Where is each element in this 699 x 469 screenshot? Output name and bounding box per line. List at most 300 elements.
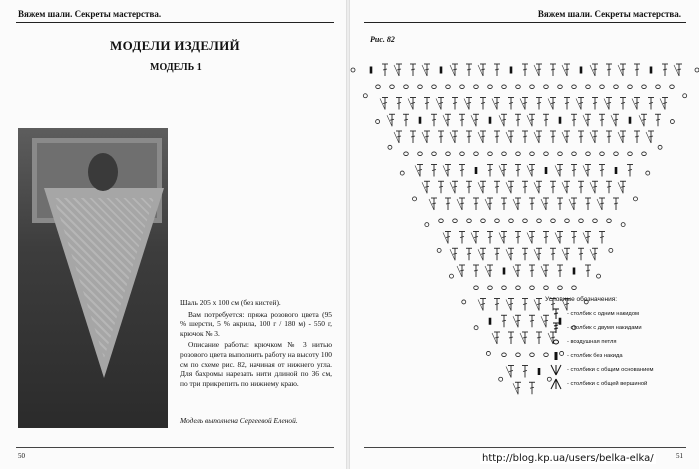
legend-label: - столбики с общим основанием	[567, 367, 654, 373]
chain-stitch-mark	[614, 85, 619, 89]
stitch-wrap-mark	[383, 69, 387, 70]
stitch-wrap-mark	[460, 170, 464, 171]
stitch-wrap-mark	[509, 253, 513, 254]
fan-stitch-mark	[499, 115, 504, 126]
legend-item	[545, 335, 695, 349]
edge-chain-mark	[413, 197, 417, 201]
stitch-wrap-mark	[502, 237, 506, 238]
single-crochet-mark	[370, 67, 373, 74]
single-crochet-mark	[580, 67, 583, 74]
chain-stitch-mark	[642, 152, 647, 156]
fan-stitch-mark	[583, 233, 588, 244]
stitch-wrap-mark	[544, 119, 548, 120]
fan-stitch-mark	[590, 132, 595, 143]
edge-chain-mark	[425, 223, 429, 227]
stitch-wrap-mark	[572, 170, 576, 171]
stitch-wrap-mark	[600, 203, 604, 204]
stitch-wrap-mark	[425, 69, 429, 70]
stitch-wrap-mark	[481, 136, 485, 137]
model-title: МОДЕЛЬ 1	[150, 62, 202, 73]
footer-rule	[16, 447, 334, 448]
stitch-wrap-mark	[558, 270, 562, 271]
stitch-wrap-mark	[621, 186, 625, 187]
treble-crochet-symbol-icon	[545, 322, 567, 334]
stitch-wrap-mark	[586, 237, 590, 238]
fan-stitch-mark	[506, 249, 511, 260]
stitch-wrap-mark	[488, 270, 492, 271]
chain-stitch-mark	[572, 286, 577, 290]
fan-stitch-mark	[471, 233, 476, 244]
stitch-wrap-mark	[516, 170, 520, 171]
stitch-wrap-mark	[537, 337, 541, 338]
edge-chain-mark	[658, 145, 662, 149]
chain-stitch-mark	[516, 286, 521, 290]
fan-stitch-mark	[562, 249, 567, 260]
stitch-wrap-mark	[565, 103, 569, 104]
stitch-wrap-mark	[509, 186, 513, 187]
single-crochet-mark	[440, 67, 443, 74]
fan-stitch-mark	[527, 115, 532, 126]
stitch-wrap-mark	[509, 304, 513, 305]
edge-chain-mark	[499, 377, 503, 381]
stitch-wrap-mark	[432, 170, 436, 171]
chain-stitch-mark	[530, 286, 535, 290]
chain-stitch-mark	[432, 152, 437, 156]
stitch-wrap-mark	[432, 119, 436, 120]
stitch-wrap-mark	[586, 170, 590, 171]
stitch-wrap-mark	[397, 69, 401, 70]
chain-stitch-mark	[481, 219, 486, 223]
fan-stitch-mark	[478, 65, 483, 76]
description	[180, 298, 332, 390]
page-number: 51	[676, 452, 683, 460]
chain-stitch-mark	[509, 219, 514, 223]
stitch-wrap-mark	[467, 186, 471, 187]
fan-stitch-mark	[562, 132, 567, 143]
stitch-wrap-mark	[467, 69, 471, 70]
fan-stitch-mark	[450, 132, 455, 143]
stitch-wrap-mark	[551, 103, 555, 104]
stitch-wrap-mark	[446, 237, 450, 238]
chain-stitch-mark	[418, 152, 423, 156]
chain-stitch-mark	[467, 219, 472, 223]
stitch-wrap-mark	[677, 69, 681, 70]
stitch-wrap-mark	[551, 186, 555, 187]
fan-stitch-mark	[506, 182, 511, 193]
chain-stitch-mark	[376, 85, 381, 89]
edge-chain-mark	[609, 248, 613, 252]
fan-stitch-mark	[562, 182, 567, 193]
stitch-wrap-mark	[649, 103, 653, 104]
fan-stitch-mark	[436, 99, 441, 110]
single-crochet-mark	[489, 318, 492, 325]
stitch-wrap-mark	[579, 186, 583, 187]
stitch-wrap-mark	[516, 203, 520, 204]
fan-stitch-mark	[380, 99, 385, 110]
stitch-wrap-mark	[565, 186, 569, 187]
running-header: Вяжем шали. Секреты мастерства.	[18, 9, 162, 19]
fan-stitch-mark	[562, 65, 567, 76]
chain-stitch-mark	[439, 219, 444, 223]
stitch-wrap-mark	[488, 237, 492, 238]
figure-label: Рис. 82	[370, 35, 395, 44]
stitch-wrap-mark	[523, 69, 527, 70]
stitch-wrap-mark	[544, 203, 548, 204]
stitch-wrap-mark	[502, 203, 506, 204]
stitch-wrap-mark	[607, 186, 611, 187]
chain-stitch-mark	[474, 85, 479, 89]
fan-stitch-mark	[457, 199, 462, 210]
stitch-wrap-mark	[502, 320, 506, 321]
footer-rule	[364, 447, 686, 448]
fan-stitch-mark	[520, 333, 525, 344]
chain-stitch-mark	[551, 219, 556, 223]
fan-stitch-mark	[478, 182, 483, 193]
chain-stitch-symbol-icon	[545, 336, 567, 348]
header-rule	[16, 22, 334, 23]
chain-stitch-mark	[614, 152, 619, 156]
edge-chain-mark	[437, 248, 441, 252]
fan-stitch-mark	[618, 65, 623, 76]
chain-stitch-mark	[495, 219, 500, 223]
chain-stitch-mark	[404, 85, 409, 89]
stitch-wrap-mark	[530, 203, 534, 204]
chain-stitch-mark	[628, 152, 633, 156]
stitch-wrap-mark	[530, 270, 534, 271]
fan-stitch-mark	[660, 99, 665, 110]
stitch-wrap-mark	[488, 203, 492, 204]
single-crochet-mark	[489, 117, 492, 124]
stitch-wrap-mark	[579, 136, 583, 137]
fan-stitch-mark	[597, 199, 602, 210]
chain-stitch-mark	[516, 353, 521, 357]
chain-stitch-mark	[502, 152, 507, 156]
stitch-wrap-mark	[523, 103, 527, 104]
stitch-wrap-mark	[586, 203, 590, 204]
chain-stitch-mark	[572, 85, 577, 89]
chain-stitch-mark	[446, 152, 451, 156]
stitch-wrap-mark	[593, 253, 597, 254]
fan-stitch-mark	[422, 182, 427, 193]
stitch-wrap-mark	[453, 69, 457, 70]
stitch-wrap-mark	[663, 69, 667, 70]
stitch-wrap-mark	[474, 237, 478, 238]
stitch-wrap-mark	[460, 270, 464, 271]
stitch-wrap-mark	[586, 270, 590, 271]
stitch-wrap-mark	[474, 119, 478, 120]
stitch-wrap-mark	[460, 237, 464, 238]
stitch-wrap-mark	[397, 103, 401, 104]
fan-stitch-mark	[513, 383, 518, 394]
stitch-wrap-mark	[453, 186, 457, 187]
stitch-wrap-mark	[495, 304, 499, 305]
description-materials: Вам потребуется: пряжа розового цвета (95 % шерсти, 5 % акрила, 100 г / 180 м) - 550 г, крючок № 3.	[180, 309, 332, 338]
chain-stitch-mark	[502, 286, 507, 290]
stitch-wrap-mark	[600, 119, 604, 120]
fan-stitch-mark	[485, 266, 490, 277]
stitch-wrap-mark	[593, 186, 597, 187]
legend-label: - столбик без накида	[567, 353, 623, 359]
stitch-wrap-mark	[600, 237, 604, 238]
edge-chain-mark	[695, 68, 699, 72]
legend-label: - столбики с общей вершиной	[567, 381, 648, 387]
single-crochet-mark	[503, 268, 506, 275]
stitch-wrap-mark	[495, 253, 499, 254]
fan-stitch-mark	[394, 132, 399, 143]
stitch-wrap-mark	[565, 136, 569, 137]
stitch-wrap-mark	[649, 136, 653, 137]
fan-stitch-mark	[618, 132, 623, 143]
stitch-wrap-mark	[537, 103, 541, 104]
stitch-wrap-mark	[481, 69, 485, 70]
edge-chain-mark	[633, 197, 637, 201]
edge-chain-mark	[351, 68, 355, 72]
fan-stitch-mark	[534, 132, 539, 143]
stitch-wrap-mark	[537, 304, 541, 305]
fan-stitch-mark	[415, 166, 420, 177]
stitch-wrap-mark	[523, 337, 527, 338]
stitch-wrap-mark	[509, 103, 513, 104]
fan-stitch-mark	[590, 182, 595, 193]
stitch-wrap-mark	[425, 136, 429, 137]
fan-stitch-mark	[513, 266, 518, 277]
stitch-wrap-mark	[390, 119, 394, 120]
edge-chain-mark	[376, 120, 380, 124]
chain-stitch-mark	[502, 85, 507, 89]
edge-chain-mark	[621, 223, 625, 227]
stitch-wrap-mark	[418, 170, 422, 171]
legend-label: - столбик с одним накидом	[567, 311, 640, 317]
double-crochet-symbol-icon	[545, 308, 567, 320]
stitch-wrap-mark	[537, 186, 541, 187]
stitch-wrap-mark	[530, 320, 534, 321]
model-photo	[18, 128, 168, 428]
chain-stitch-mark	[544, 286, 549, 290]
stitch-wrap-mark	[516, 237, 520, 238]
single-crochet-mark	[615, 167, 618, 174]
stitch-wrap-mark	[614, 119, 618, 120]
fan-stitch-mark	[485, 199, 490, 210]
stitch-wrap-mark	[425, 186, 429, 187]
stitch-wrap-mark	[425, 103, 429, 104]
stitch-wrap-mark	[593, 136, 597, 137]
stitch-wrap-mark	[460, 119, 464, 120]
stitch-wrap-mark	[635, 69, 639, 70]
stitch-wrap-mark	[530, 170, 534, 171]
chain-stitch-mark	[404, 152, 409, 156]
edge-chain-mark	[388, 145, 392, 149]
chain-stitch-mark	[670, 85, 675, 89]
legend-label: - воздушная петля	[567, 339, 617, 345]
stitch-wrap-mark	[530, 237, 534, 238]
chain-stitch-mark	[600, 85, 605, 89]
fan-stitch-mark	[611, 115, 616, 126]
fan-stitch-mark	[674, 65, 679, 76]
chain-stitch-mark	[565, 219, 570, 223]
common-base-symbol-icon	[545, 364, 567, 376]
description-work: Описание работы: крючком № 3 нитью розового цвета выполнить работу на высоту 100 см по схеме рис. 82, начиная от нижнего угла. Для бахромы нарезать нити длиной по 36 см, по три прикрепить по нижнему краю.	[180, 340, 332, 388]
stitch-wrap-mark	[509, 136, 513, 137]
legend	[545, 296, 695, 391]
chain-stitch-mark	[523, 219, 528, 223]
chain-stitch-mark	[593, 219, 598, 223]
chain-stitch-mark	[656, 85, 661, 89]
stitch-wrap-mark	[495, 69, 499, 70]
fan-stitch-mark	[387, 115, 392, 126]
stitch-wrap-mark	[544, 237, 548, 238]
fan-stitch-mark	[457, 266, 462, 277]
chain-stitch-mark	[474, 152, 479, 156]
chain-stitch-mark	[453, 219, 458, 223]
fan-stitch-mark	[541, 199, 546, 210]
fan-stitch-mark	[429, 199, 434, 210]
legend-item	[545, 349, 695, 363]
chain-stitch-mark	[586, 152, 591, 156]
fan-stitch-mark	[604, 99, 609, 110]
stitch-wrap-mark	[502, 170, 506, 171]
chain-stitch-mark	[488, 85, 493, 89]
stitch-wrap-mark	[537, 136, 541, 137]
section-title: МОДЕЛИ ИЗДЕЛИЙ	[110, 38, 240, 53]
fan-stitch-mark	[548, 99, 553, 110]
fan-stitch-mark	[471, 115, 476, 126]
chain-stitch-mark	[418, 85, 423, 89]
edge-chain-mark	[449, 274, 453, 278]
fan-stitch-mark	[646, 132, 651, 143]
stitch-wrap-mark	[474, 203, 478, 204]
fan-stitch-mark	[450, 182, 455, 193]
chain-stitch-mark	[642, 85, 647, 89]
stitch-wrap-mark	[488, 170, 492, 171]
single-crochet-mark	[650, 67, 653, 74]
stitch-wrap-mark	[460, 203, 464, 204]
legend-item	[545, 321, 695, 335]
fan-stitch-mark	[492, 333, 497, 344]
fan-stitch-mark	[464, 99, 469, 110]
fan-stitch-mark	[443, 115, 448, 126]
stitch-wrap-mark	[593, 69, 597, 70]
stitch-wrap-mark	[551, 69, 555, 70]
stitch-wrap-mark	[628, 170, 632, 171]
fan-stitch-mark	[513, 316, 518, 327]
chain-stitch-mark	[558, 152, 563, 156]
stitch-wrap-mark	[621, 69, 625, 70]
fan-stitch-mark	[590, 65, 595, 76]
edge-chain-mark	[400, 171, 404, 175]
stitch-wrap-mark	[439, 103, 443, 104]
chain-stitch-mark	[460, 85, 465, 89]
fan-stitch-mark	[534, 249, 539, 260]
fan-stitch-mark	[478, 249, 483, 260]
fan-stitch-mark	[499, 166, 504, 177]
fan-stitch-mark	[478, 132, 483, 143]
stitch-wrap-mark	[495, 103, 499, 104]
model-head	[88, 153, 118, 191]
chain-stitch-mark	[544, 152, 549, 156]
single-crochet-mark	[475, 167, 478, 174]
chain-stitch-mark	[516, 152, 521, 156]
edge-chain-mark	[646, 171, 650, 175]
stitch-wrap-mark	[481, 253, 485, 254]
single-crochet-mark	[510, 67, 513, 74]
fan-stitch-mark	[443, 166, 448, 177]
legend-item	[545, 307, 695, 321]
stitch-wrap-mark	[439, 186, 443, 187]
stitch-wrap-mark	[411, 103, 415, 104]
stitch-wrap-mark	[446, 170, 450, 171]
fan-stitch-mark	[534, 300, 539, 311]
stitch-wrap-mark	[523, 304, 527, 305]
chain-stitch-mark	[537, 219, 542, 223]
stitch-wrap-mark	[635, 136, 639, 137]
single-crochet-mark	[629, 117, 632, 124]
stitch-wrap-mark	[516, 119, 520, 120]
stitch-wrap-mark	[656, 119, 660, 120]
chain-stitch-mark	[628, 85, 633, 89]
fan-stitch-mark	[408, 99, 413, 110]
chain-stitch-mark	[432, 85, 437, 89]
page-number: 50	[18, 452, 25, 460]
stitch-wrap-mark	[621, 136, 625, 137]
stitch-wrap-mark	[544, 270, 548, 271]
stitch-wrap-mark	[607, 136, 611, 137]
edge-chain-mark	[474, 326, 478, 330]
stitch-wrap-mark	[523, 253, 527, 254]
single-crochet-mark	[419, 117, 422, 124]
stitch-wrap-mark	[516, 270, 520, 271]
edge-chain-mark	[597, 274, 601, 278]
stitch-wrap-mark	[404, 119, 408, 120]
fan-stitch-mark	[506, 367, 511, 378]
chain-stitch-mark	[558, 286, 563, 290]
stitch-wrap-mark	[579, 103, 583, 104]
fan-stitch-mark	[478, 300, 483, 311]
stitch-wrap-mark	[432, 203, 436, 204]
single-crochet-mark	[573, 268, 576, 275]
chain-stitch-mark	[579, 219, 584, 223]
stitch-wrap-mark	[446, 203, 450, 204]
stitch-wrap-mark	[572, 119, 576, 120]
chain-stitch-mark	[474, 286, 479, 290]
stitch-wrap-mark	[467, 253, 471, 254]
author-credit: Модель выполнена Сергеевой Еленой.	[180, 416, 298, 425]
fan-stitch-mark	[618, 182, 623, 193]
stitch-wrap-mark	[558, 237, 562, 238]
legend-label: - столбик с двумя накидами	[567, 325, 642, 331]
single-crochet-symbol-icon	[545, 350, 567, 362]
stitch-wrap-mark	[593, 103, 597, 104]
chain-stitch-mark	[516, 85, 521, 89]
fan-stitch-mark	[520, 99, 525, 110]
stitch-wrap-mark	[509, 337, 513, 338]
single-crochet-mark	[545, 167, 548, 174]
legend-item	[545, 377, 695, 391]
stitch-wrap-mark	[607, 69, 611, 70]
fan-stitch-mark	[576, 99, 581, 110]
stitch-wrap-mark	[565, 253, 569, 254]
fan-stitch-mark	[541, 266, 546, 277]
chain-stitch-mark	[600, 152, 605, 156]
stitch-wrap-mark	[579, 253, 583, 254]
fan-stitch-mark	[527, 233, 532, 244]
stitch-wrap-mark	[607, 103, 611, 104]
fan-stitch-mark	[450, 249, 455, 260]
edge-chain-mark	[670, 120, 674, 124]
stitch-wrap-mark	[600, 170, 604, 171]
fan-stitch-mark	[513, 199, 518, 210]
stitch-wrap-mark	[614, 203, 618, 204]
stitch-wrap-mark	[537, 253, 541, 254]
